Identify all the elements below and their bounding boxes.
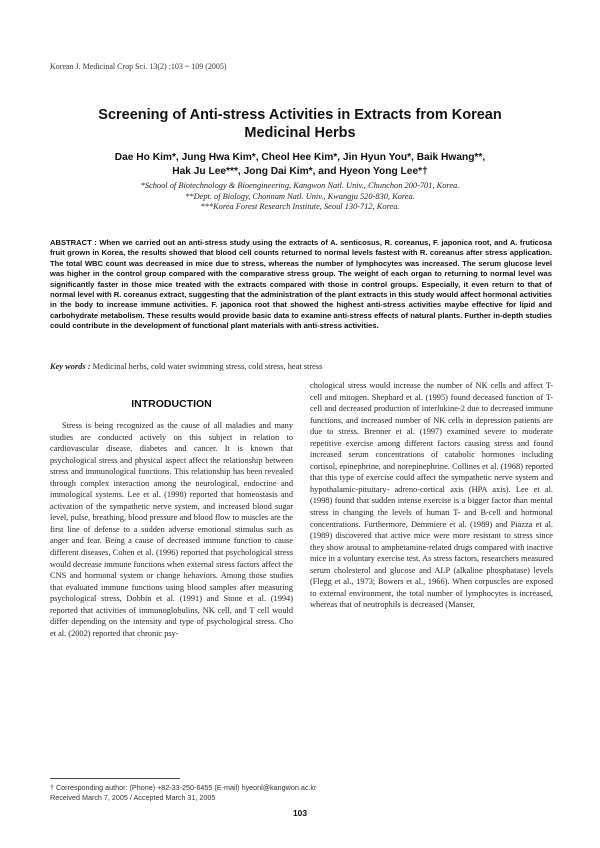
title-line-2: Medicinal Herbs — [244, 125, 356, 141]
title-line-1: Screening of Anti-stress Activities in Extracts from Korean — [98, 107, 502, 123]
keywords-label: Key words : — [50, 362, 91, 371]
keywords-text: Medicinal herbs, cold water swimming stress, cold stress, heat stress — [92, 362, 323, 371]
left-column-text: Stress is being recognized as the cause of all maladies and many studies are conducted actively on this subject in relation to cardiovascular disease, diabetes and cancer. It is known that psychological stress and physical aspect affect the relationship between stress and immunological functions. This relationship has been revealed through complex interaction among the neurological, endocrine and immological systems. Lee et al. (1998) reported that homeostasis and activation of the sympathetic nerve system, and increased blood sugar level, pulse, breathing, blood pressure and blood flow to muscles are the first line of defense to a sudden adverse emotional stimulus such as anger and fear. Being a cause of decreased immune function to cause different diseases, Cohen et al. (1996) reported that psychological stress would decrease immune functions when external stress factors affect the CNS and hormonal system or change behaviors. Among those studies that evaluated immune functions using blood samples after measuring psychological stress, Dobbin et al. (1991) and Stone et al. (1994) reported that activities of immunoglobulins, NK cell, and T cell would differ depending on the intensity and type of psychological stress. Cho et al. (2002) reported that chronic psy- — [50, 421, 293, 638]
page-number: 103 — [293, 808, 307, 818]
keywords — [50, 362, 552, 371]
abstract-label: ABSTRACT : — [50, 238, 97, 247]
affiliation-1: *School of Biotechnology & Bioengineering, Kangwon Natl. Univ., Chunchon 200-701, Korea. — [140, 181, 460, 190]
running-head: Korean J. Medicinal Crop Sci. 13(2) :103 ~ 109 (2005) — [50, 62, 227, 71]
affiliation-2: **Dept. of Biology, Chonnam Natl. Univ., Kwangju 520-830, Korea. — [185, 191, 415, 201]
authors-line-1: Dae Ho Kim*, Jung Hwa Kim*, Cheol Hee Kim*, Jin Hyun You*, Baik Hwang**, — [114, 152, 486, 163]
left-column — [50, 420, 293, 639]
right-column-text: chological stress would increase the number of NK cells and affect T-cell and mitogen. Shephard et al. (1995) found deceased function of T-cell and decreased production of interlukine-2 due to decreased immune functions, and increased number of NK cells in depression patients are due to stress. Brenner et al. (1997) examined severe to moderate repetitive exercise among different factors causing stress and found increased serum concentrations of catabolic hormones including cortisol, epinephrine, and norepinephrine. Collines et al. (1968) reported that this type of exercise could affect the sympathetic nerve system and hypothalamic-pituitary- adreno-cortical axis (HPA axis). Lee et al. (1998) found that sudden intense exercise is a bigger factor than mental stress in changing the levels of human T- and B-cell and hormonal concentrations. Furthermore, Demmiere et al. (1989) and Piazza et al. (1989) discovered that active mice were more resistant to stress since they show arousal to amphetamine-related drugs compared with inactive mice in a voluntary exercise test. As stress factors, researchers measured serum cholesterol and glucose and ALP (alkaline phosphatase) levels (Flegg et al., 1973; Bowers et al., 1966). When corpuscles are exposed to external environment, the total number of lymphocytes is increased, whereas that of neutrophils is decreased (Manser, — [310, 381, 553, 610]
received-dates-note: Received March 7, 2005 / Accepted March 31, 2005 — [50, 792, 216, 802]
footnote-divider — [50, 778, 180, 779]
paper-title — [60, 106, 540, 142]
section-heading-introduction: INTRODUCTION — [131, 398, 212, 410]
affiliations — [60, 181, 540, 213]
author-list — [60, 151, 540, 179]
footnote — [50, 783, 550, 802]
right-column — [310, 380, 553, 611]
abstract-text: When we carried out an anti-stress study using the extracts of A. senticosus, R. coreanus, F. japonica root, and A. fruticosa fruit grown in Korea, the results showed that blood cell counts returned to normal levels fastest with R. coreanus after stress application. The total WBC count was decreased in mice due to stress, whereas the number of lymphocytes was increased. The serum glucose level was higher in the control group compared with the comparative stress group. The weight of each organ to returning to normal level was significantly faster in those mice treated with the extracts compared with those in control groups. Especially, it even return to that of normal level with R. coreanus extract, suggesting that the administration of the plant extracts in this study would affect hormonal activities in the body to increase immune activities. F. japonica root that showed the highest anti-stress activities maybe effective for lipid and carbohydrate metabolism. These results would provide basic data to examine anti-stress effects of natural plants. Further in-depth studies could contribute in the development of functional plant materials with anti-stress activities. — [50, 238, 552, 331]
authors-line-2: Hak Ju Lee***, Jong Dai Kim*, and Hyeon Yong Lee*† — [172, 166, 428, 177]
abstract — [50, 238, 552, 332]
affiliation-3: ***Korea Forest Research Institute, Seoul 130-712, Korea. — [200, 202, 400, 211]
corresponding-author-note: † Corresponding author: (Phone) +82-33-250-6455 (E-mail) hyeonl@kangwon.ac.kr — [50, 783, 317, 792]
